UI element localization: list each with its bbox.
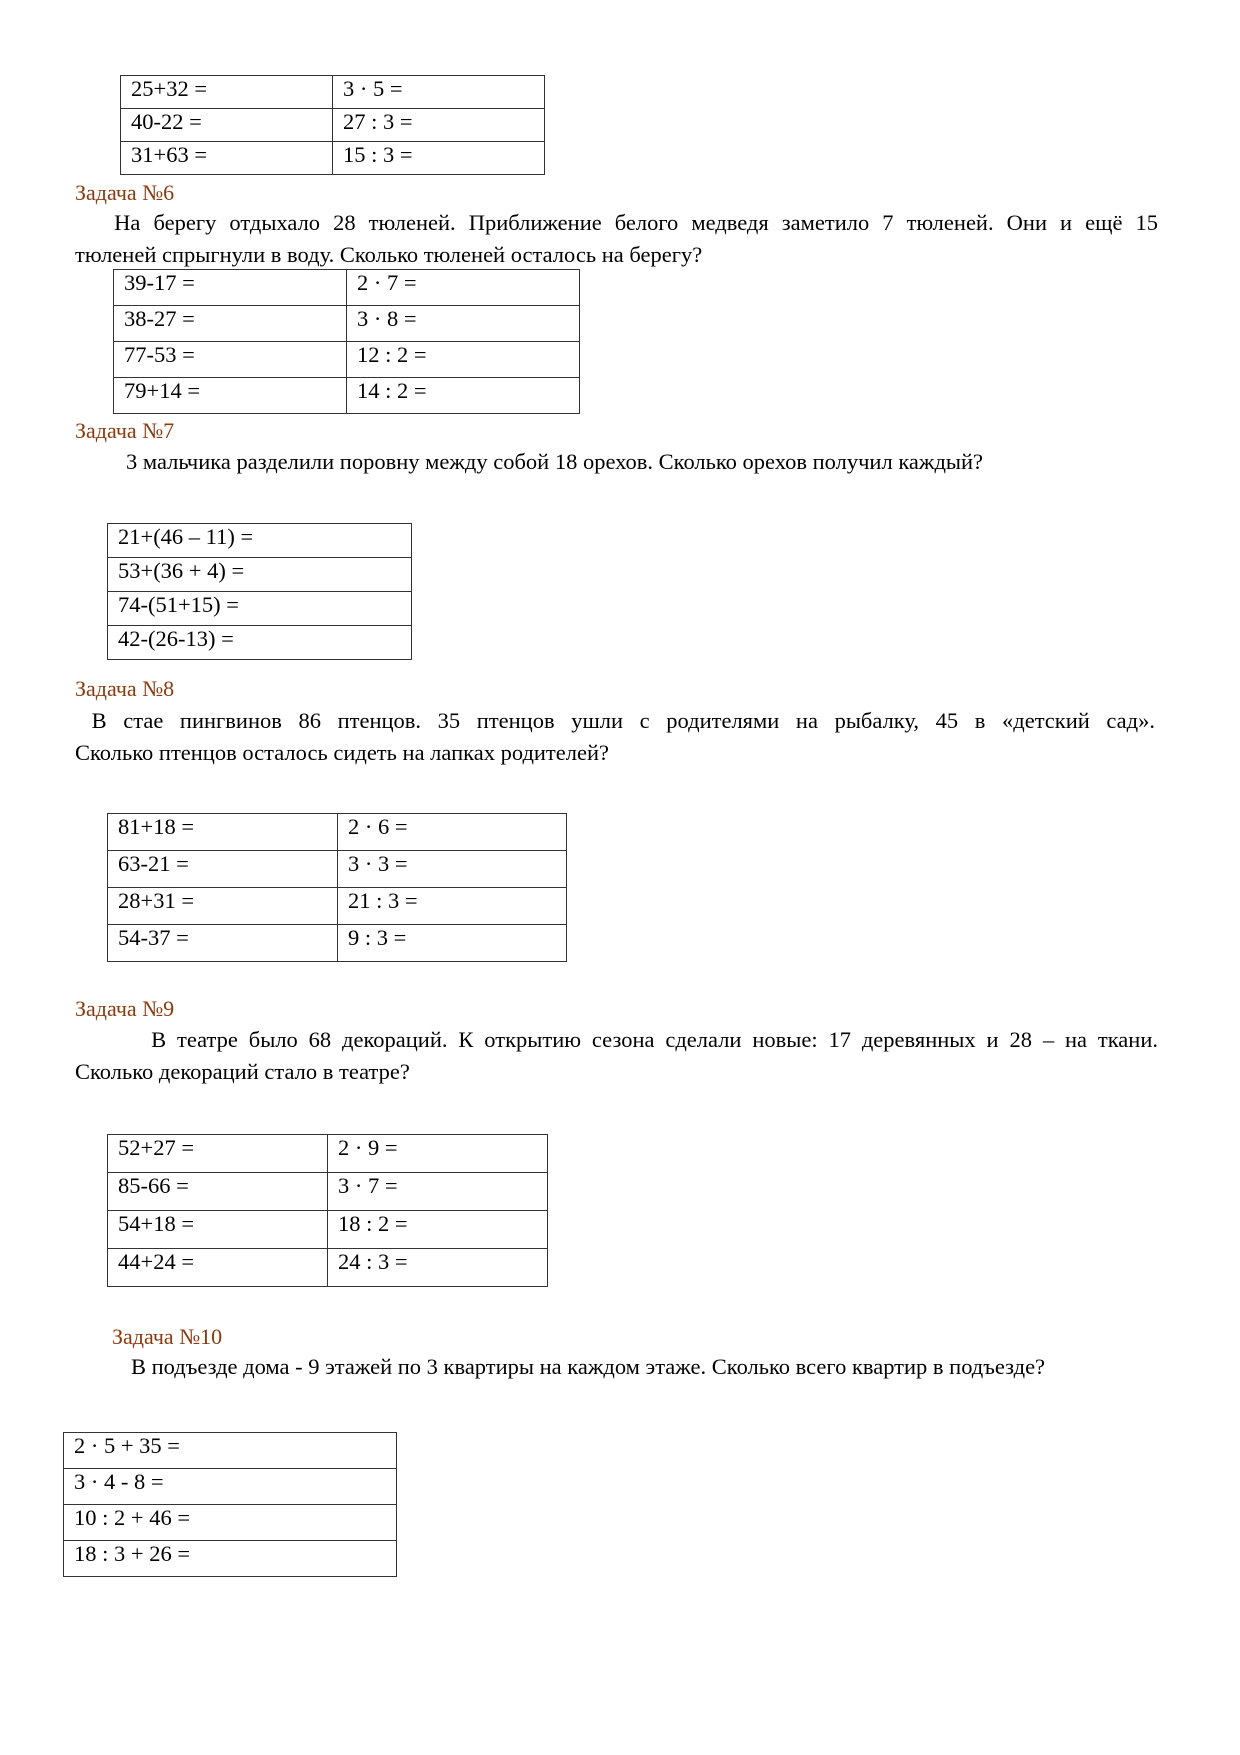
table-cell: 77-53 = <box>114 342 347 378</box>
task-9-line-1: В театре было 68 декораций. К открытию сезона сделали новые: 17 деревянных и 28 – на ткани. <box>75 1027 1158 1052</box>
table-cell: 81+18 = <box>108 814 338 851</box>
table-cell: 27 : 3 = <box>333 109 545 142</box>
task-8-text <box>75 705 1155 769</box>
task-6-text <box>75 207 1158 271</box>
table-cell: 63-21 = <box>108 851 338 888</box>
table-cell: 44+24 = <box>108 1249 328 1287</box>
table-cell: 39-17 = <box>114 270 347 306</box>
task-9-heading: Задача №9 <box>75 996 175 1021</box>
task-9-line-2: Сколько декораций стало в театре? <box>75 1059 410 1084</box>
table-cell: 10 : 2 + 46 = <box>64 1505 397 1541</box>
table-cell: 21 : 3 = <box>338 888 567 925</box>
table-cell: 3 · 3 = <box>338 851 567 888</box>
task-8-line-1: В стае пингвинов 86 птенцов. 35 птенцов ушли с родителями на рыбалку, 45 в «детский сад». <box>75 708 1155 733</box>
exercise-table-0 <box>120 75 545 175</box>
table-cell: 24 : 3 = <box>328 1249 548 1287</box>
table-cell: 42-(26-13) = <box>108 626 412 660</box>
table-cell: 21+(46 – 11) = <box>108 524 412 558</box>
table-cell: 9 : 3 = <box>338 925 567 962</box>
table-cell: 2 · 5 + 35 = <box>64 1433 397 1469</box>
table-cell: 31+63 = <box>121 142 333 175</box>
task-8-heading: Задача №8 <box>75 676 175 701</box>
table-cell: 3 · 5 = <box>333 76 545 109</box>
task-6-line-1: На берегу отдыхало 28 тюленей. Приближение белого медведя заметило 7 тюленей. Они и ещё 15 <box>75 210 1158 235</box>
task-7-text: 3 мальчика разделили поровну между собой 18 орехов. Сколько орехов получил каждый? <box>126 449 984 474</box>
table-cell: 25+32 = <box>121 76 333 109</box>
table-cell: 18 : 2 = <box>328 1211 548 1249</box>
table-cell: 2 · 6 = <box>338 814 567 851</box>
table-cell: 28+31 = <box>108 888 338 925</box>
table-cell: 18 : 3 + 26 = <box>64 1541 397 1577</box>
table-cell: 3 · 7 = <box>328 1173 548 1211</box>
table-cell: 3 · 4 - 8 = <box>64 1469 397 1505</box>
table-cell: 38-27 = <box>114 306 347 342</box>
task-7-heading: Задача №7 <box>75 418 175 443</box>
table-cell: 40-22 = <box>121 109 333 142</box>
task-10-heading: Задача №10 <box>112 1324 223 1349</box>
task-9-text <box>75 1024 1158 1088</box>
table-cell: 54+18 = <box>108 1211 328 1249</box>
table-cell: 74-(51+15) = <box>108 592 412 626</box>
exercise-table-7 <box>107 523 412 660</box>
exercise-table-8 <box>107 813 567 962</box>
table-cell: 79+14 = <box>114 378 347 414</box>
task-10-text: В подъезде дома - 9 этажей по 3 квартиры на каждом этаже. Сколько всего квартир в подъезде? <box>131 1354 1046 1379</box>
table-cell: 3 · 8 = <box>347 306 580 342</box>
exercise-table-10 <box>63 1432 397 1577</box>
table-cell: 15 : 3 = <box>333 142 545 175</box>
table-cell: 2 · 9 = <box>328 1135 548 1173</box>
exercise-table-6 <box>113 269 580 414</box>
table-cell: 53+(36 + 4) = <box>108 558 412 592</box>
table-cell: 52+27 = <box>108 1135 328 1173</box>
task-6-heading: Задача №6 <box>75 180 175 205</box>
exercise-table-9 <box>107 1134 548 1287</box>
table-cell: 12 : 2 = <box>347 342 580 378</box>
table-cell: 54-37 = <box>108 925 338 962</box>
task-6-line-2: тюленей спрыгнули в воду. Сколько тюленей осталось на берегу? <box>75 242 703 267</box>
table-cell: 2 · 7 = <box>347 270 580 306</box>
table-cell: 85-66 = <box>108 1173 328 1211</box>
task-8-line-2: Сколько птенцов осталось сидеть на лапках родителей? <box>75 740 609 765</box>
table-cell: 14 : 2 = <box>347 378 580 414</box>
